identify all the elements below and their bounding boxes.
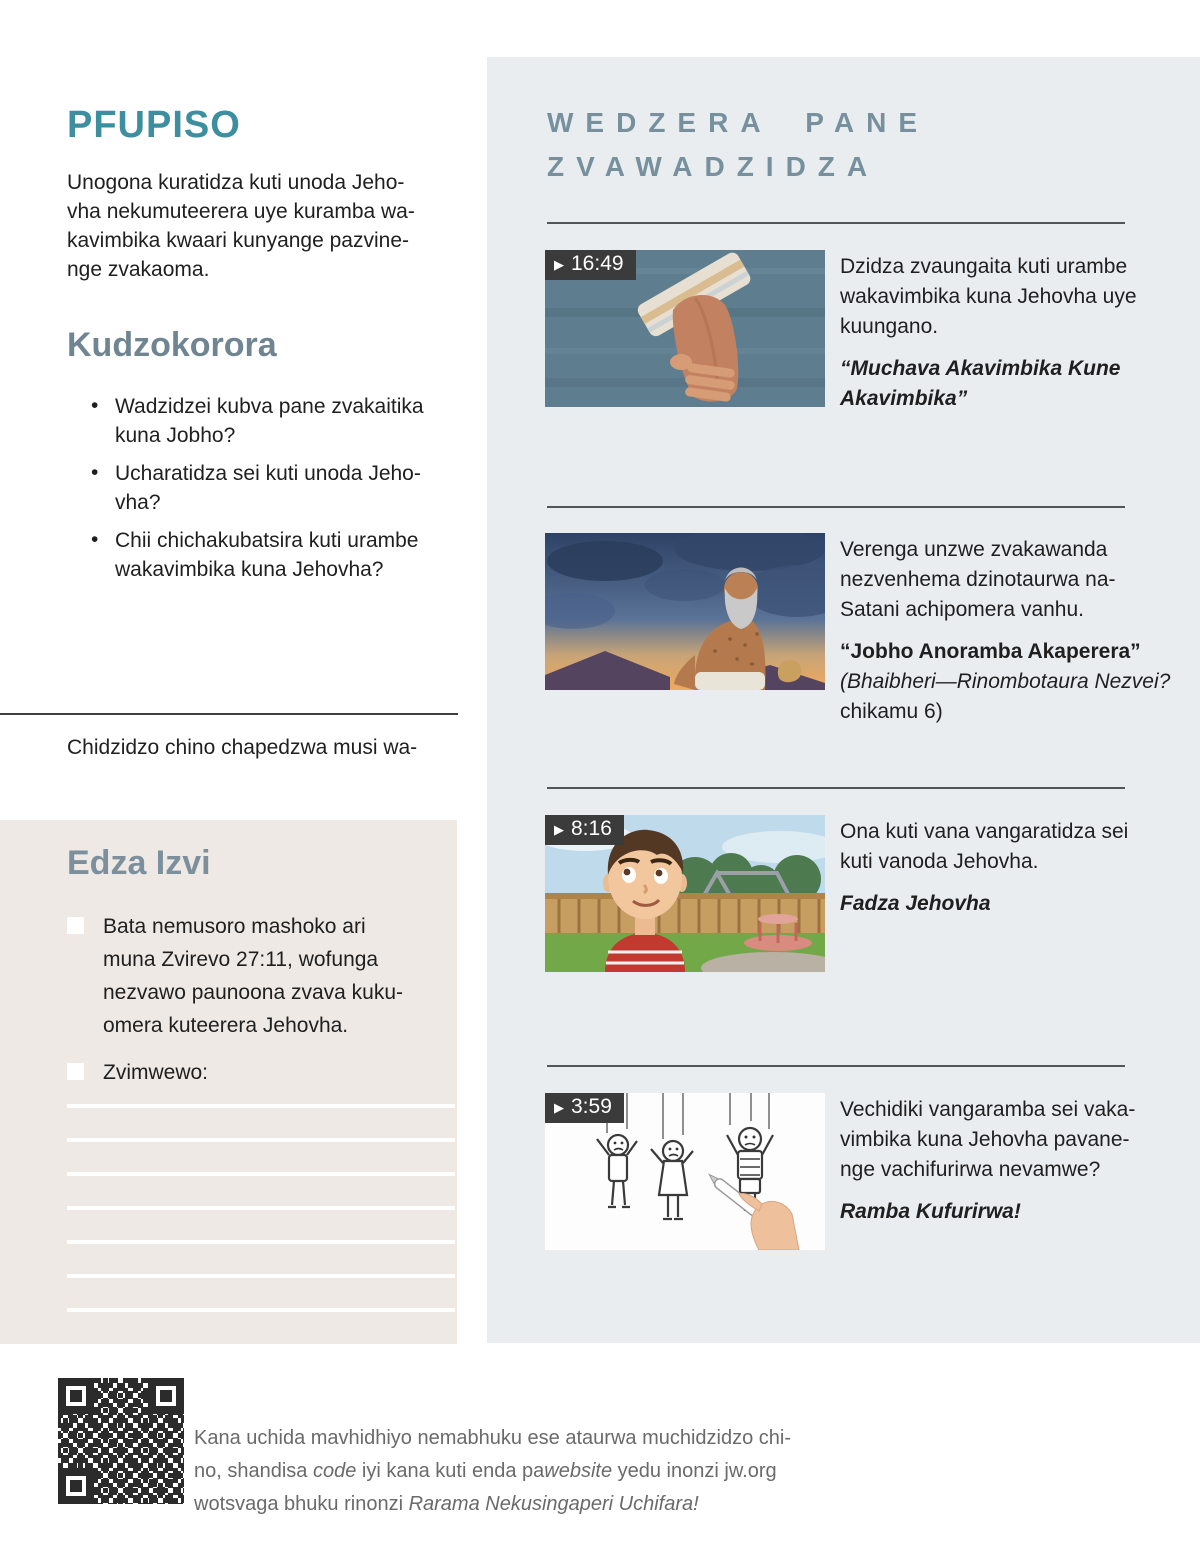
note-line	[67, 1240, 455, 1244]
video-description	[840, 817, 1145, 919]
video-thumbnail-animated-boy[interactable]	[545, 815, 825, 972]
play-icon: ▶	[554, 821, 564, 837]
digging-deeper-panel	[487, 57, 1200, 1343]
text-line: (Bhaibheri—Rinombotaura Nezvei?	[840, 670, 1171, 693]
caption-run: website	[544, 1460, 613, 1482]
bullet-icon: •	[91, 394, 99, 417]
play-icon: ▶	[554, 1099, 564, 1115]
completion-date-note: Chidzidzo chino chapedzwa musi wa-	[67, 736, 418, 759]
divider	[547, 222, 1125, 224]
text-line: “Jobho Anoramba Akaperera”	[840, 640, 1141, 663]
caption-run: Rarama Nekusingaperi Uchifara!	[408, 1493, 699, 1515]
text-line: Akavimbika”	[840, 387, 968, 410]
try-this-heading: Edza Izvi	[67, 844, 211, 882]
play-icon: ▶	[554, 256, 564, 272]
duration-label: 3:59	[571, 1095, 612, 1118]
caption-run: code	[312, 1460, 357, 1482]
text-line: Ucharatidza sei kuti unoda Jeho-	[115, 462, 421, 485]
text-line: wakavimbika kuna Jehovha?	[115, 558, 384, 581]
text-line: nge vachifurirwa nevamwe?	[840, 1158, 1101, 1181]
caption-run: Kana uchida mavhidhiyo nemabhuku ese ataurwa muchidzidzo chi-	[194, 1427, 792, 1449]
thumbnail-job-illustration[interactable]	[545, 533, 825, 690]
text-line: vha nekumuteerera uye kuramba wa-	[67, 200, 415, 223]
review-question	[67, 526, 424, 584]
text-line: Dzidza zvaungaita kuti urambe	[840, 255, 1128, 278]
video-thumbnail-clasped-arms[interactable]	[545, 250, 825, 407]
text-line: nge zvakaoma.	[67, 258, 210, 281]
video-row	[545, 250, 1145, 410]
try-item-checkbox[interactable]	[67, 917, 84, 934]
text-line: nezvenhema dzinotaurwa na-	[840, 568, 1116, 591]
duration-badge	[545, 1093, 624, 1123]
text-line: vimbika kuna Jehovha pavane-	[840, 1128, 1130, 1151]
text-line	[194, 1455, 791, 1488]
text-line: WEDZERA PANE	[547, 107, 929, 138]
text-line: muna Zvirevo 27:11, wofunga	[103, 948, 379, 971]
text-line: kavimbika kwaari kunyange pazvine-	[67, 229, 409, 252]
bullet-icon: •	[91, 461, 99, 484]
text-line	[194, 1488, 791, 1521]
qr-finder-pattern	[58, 1468, 94, 1504]
video-title	[840, 1197, 1145, 1227]
text-line: kuti vanoda Jehovha.	[840, 850, 1039, 873]
caption-run: no, shandisa	[194, 1460, 313, 1482]
summary-paragraph	[67, 168, 415, 284]
note-line	[67, 1172, 455, 1176]
divider	[0, 713, 458, 715]
text-line: nezvawo paunoona zvava kuku-	[103, 981, 404, 1004]
text-line: Vechidiki vangaramba sei vaka-	[840, 1098, 1136, 1121]
caption-run: wotsvaga bhuku rinonzi	[194, 1493, 409, 1515]
qr-finder-pattern	[148, 1378, 184, 1414]
text-line: vha?	[115, 491, 161, 514]
note-line	[67, 1274, 455, 1278]
text-line: Ramba Kufurirwa!	[840, 1200, 1021, 1223]
try-item-checkbox[interactable]	[67, 1063, 84, 1080]
article-title	[840, 637, 1171, 727]
qr-code	[58, 1378, 184, 1504]
video-row	[545, 815, 1145, 975]
text-line: Fadza Jehovha	[840, 892, 991, 915]
review-question	[67, 459, 424, 517]
duration-badge	[545, 815, 624, 845]
text-line: Bata nemusoro mashoko ari	[103, 915, 366, 938]
summary-heading: PFUPISO	[67, 104, 241, 146]
video-row	[545, 1093, 1145, 1253]
caption-run: yedu inonzi jw.org	[612, 1460, 777, 1482]
panel-heading	[547, 101, 929, 189]
video-row	[545, 533, 1171, 723]
bullet-icon: •	[91, 528, 99, 551]
text-line: Verenga unzwe zvakawanda	[840, 538, 1108, 561]
note-line	[67, 1206, 455, 1210]
video-description	[840, 535, 1171, 727]
text-line: Chii chichakubatsira kuti urambe	[115, 529, 419, 552]
text-line: Wadzidzei kubva pane zvakaitika	[115, 395, 424, 418]
text-line: Ona kuti vana vangaratidza sei	[840, 820, 1129, 843]
qr-finder-pattern	[58, 1378, 94, 1414]
caption-run: iyi kana kuti enda pa	[356, 1460, 545, 1482]
divider	[547, 787, 1125, 789]
text-line: ZVAWADZIDZA	[547, 151, 880, 182]
note-line	[67, 1138, 455, 1142]
text-line: Unogona kuratidza kuti unoda Jeho-	[67, 171, 405, 194]
try-item	[103, 910, 403, 1042]
video-title	[840, 889, 1145, 919]
video-description	[840, 252, 1145, 414]
review-question-list	[67, 392, 424, 593]
try-this-box	[0, 820, 457, 1344]
review-question	[67, 392, 424, 450]
divider	[547, 1065, 1125, 1067]
duration-label: 8:16	[571, 817, 612, 840]
text-line: “Muchava Akavimbika Kune	[840, 357, 1121, 380]
text-line: omera kuteerera Jehovha.	[103, 1014, 349, 1037]
footer-caption	[194, 1422, 791, 1521]
text-line: chikamu 6)	[840, 700, 943, 723]
review-heading: Kudzokorora	[67, 326, 277, 364]
duration-badge	[545, 250, 636, 280]
video-thumbnail-whiteboard[interactable]	[545, 1093, 825, 1250]
note-line	[67, 1104, 455, 1108]
duration-label: 16:49	[571, 252, 624, 275]
text-line: kuna Jobho?	[115, 424, 236, 447]
video-description	[840, 1095, 1145, 1227]
text-line: Zvimwewo:	[103, 1061, 209, 1084]
divider	[547, 506, 1125, 508]
text-line: kuungano.	[840, 315, 939, 338]
text-line	[194, 1422, 791, 1455]
try-item	[103, 1056, 208, 1089]
video-title	[840, 354, 1145, 414]
text-line: Satani achipomera vanhu.	[840, 598, 1084, 621]
text-line: wakavimbika kuna Jehovha uye	[840, 285, 1137, 308]
note-line	[67, 1308, 455, 1312]
